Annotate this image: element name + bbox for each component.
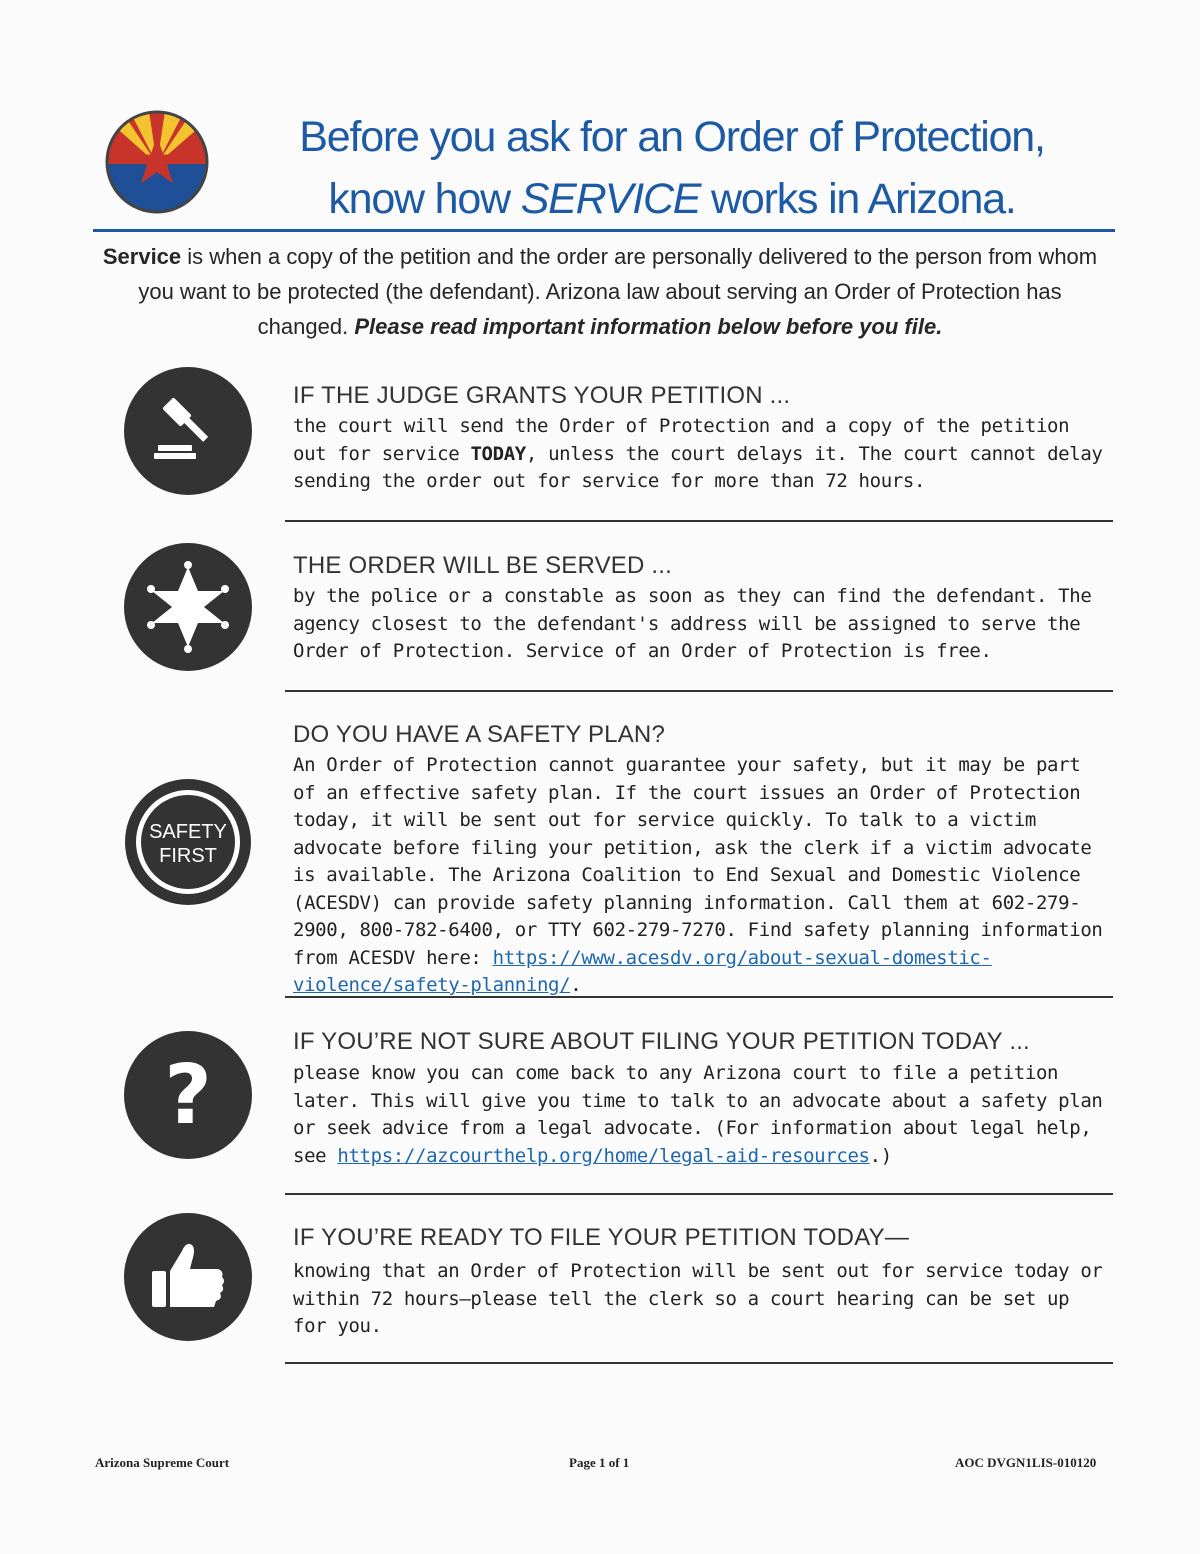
intro-text: is when a copy of the petition and the order are personally delivered to the person from whom you want to be protected (the defendant). Arizona law about serving an Order of Protection has changed. (138, 244, 1098, 339)
section-body-text-2: , unless the court delays it. The court cannot delay sending the order out for service for more than 72 hours. (293, 442, 1103, 492)
title-line-2 (222, 168, 1122, 230)
section-heading: THE ORDER WILL BE SERVED ... (293, 552, 673, 579)
section-divider (285, 520, 1113, 522)
section-body (293, 1060, 1113, 1170)
safety-first-text-1: SAFETY (149, 821, 227, 843)
section-body-bold: TODAY (470, 442, 526, 465)
title-line-1: Before you ask for an Order of Protection, (299, 113, 1045, 161)
footer-page-number: Page 1 of 1 (569, 1455, 630, 1470)
section-body-end: . (570, 974, 582, 996)
question-glyph: ? (164, 1048, 212, 1143)
acesdv-safety-planning-link[interactable]: https://www.acesdv.org/about-sexual-domestic-violence/safety-planning/ (293, 946, 992, 996)
section-body (293, 413, 1113, 496)
title-line-2-post: works in Arizona. (700, 175, 1016, 223)
section-divider (285, 1193, 1113, 1195)
section-body: by the police or a constable as soon as they can find the defendant. The agency closest to the defendant's address will be assigned to serve the Order of Protection. Service of an Order of Protection is free. (293, 585, 1092, 662)
section-body-text: the court will send the Order of Protection and a copy of the petition out for service (293, 415, 1070, 465)
section-body: knowing that an Order of Protection will be sent out for service today or within 72 hours—please tell the clerk so a court hearing can be set up for you. (293, 1260, 1103, 1337)
azcourthelp-legal-aid-link[interactable]: https://azcourthelp.org/home/legal-aid-resources (337, 1144, 870, 1167)
title-line-2-pre: know how (328, 175, 521, 223)
intro-emphasis: Please read important information below before you file. (354, 314, 943, 339)
arizona-flag-seal-icon (103, 108, 211, 216)
footer-court-name: Arizona Supreme Court (95, 1455, 230, 1470)
question-mark-icon (124, 1031, 252, 1159)
page-title (222, 106, 1122, 230)
section-divider (285, 690, 1113, 692)
footer-form-code: AOC DVGN1LIS-010120 (955, 1455, 1097, 1470)
section-divider (285, 1362, 1113, 1364)
sheriff-star-icon (124, 543, 252, 671)
section-heading: IF YOU’RE NOT SURE ABOUT FILING YOUR PETITION TODAY ... (293, 1028, 1030, 1055)
section-heading: IF YOU’RE READY TO FILE YOUR PETITION TODAY— (293, 1224, 910, 1251)
intro-paragraph (95, 239, 1105, 344)
safety-first-text-2: FIRST (159, 845, 217, 867)
intro-bold-term: Service (102, 244, 182, 269)
section-heading: IF THE JUDGE GRANTS YOUR PETITION ... (293, 382, 791, 409)
section-divider (285, 996, 1113, 998)
section-body-text: An Order of Protection cannot guarantee your safety, but it may be part of an effective safety plan. If the court issues an Order of Protection today, it will be sent out for service quickly. To talk to a victim advocate before filing your petition, ask the clerk if a victim advocate is available. The Arizona Coalition to End Sexual and Domestic Violence (ACESDV) can provide safety planning information. Call them at 602-279-2900, 800-782-6400, or TTY 602-279-7270. Find safety planning information from ACESDV here: (293, 754, 1103, 969)
section-body-text: please know you can come back to any Arizona court to file a petition later. This will give you time to talk to an advocate about a safety plan or seek advice from a legal advocate. (For information about legal help, see (293, 1062, 1103, 1167)
thumbs-up-icon (124, 1213, 252, 1341)
section-heading: DO YOU HAVE A SAFETY PLAN? (293, 721, 666, 748)
gavel-icon (124, 367, 252, 495)
section-body-end: .) (869, 1144, 892, 1167)
section-body (293, 752, 1113, 1000)
safety-first-icon (124, 778, 252, 906)
title-emphasis: SERVICE (520, 175, 701, 223)
title-divider (93, 229, 1115, 232)
